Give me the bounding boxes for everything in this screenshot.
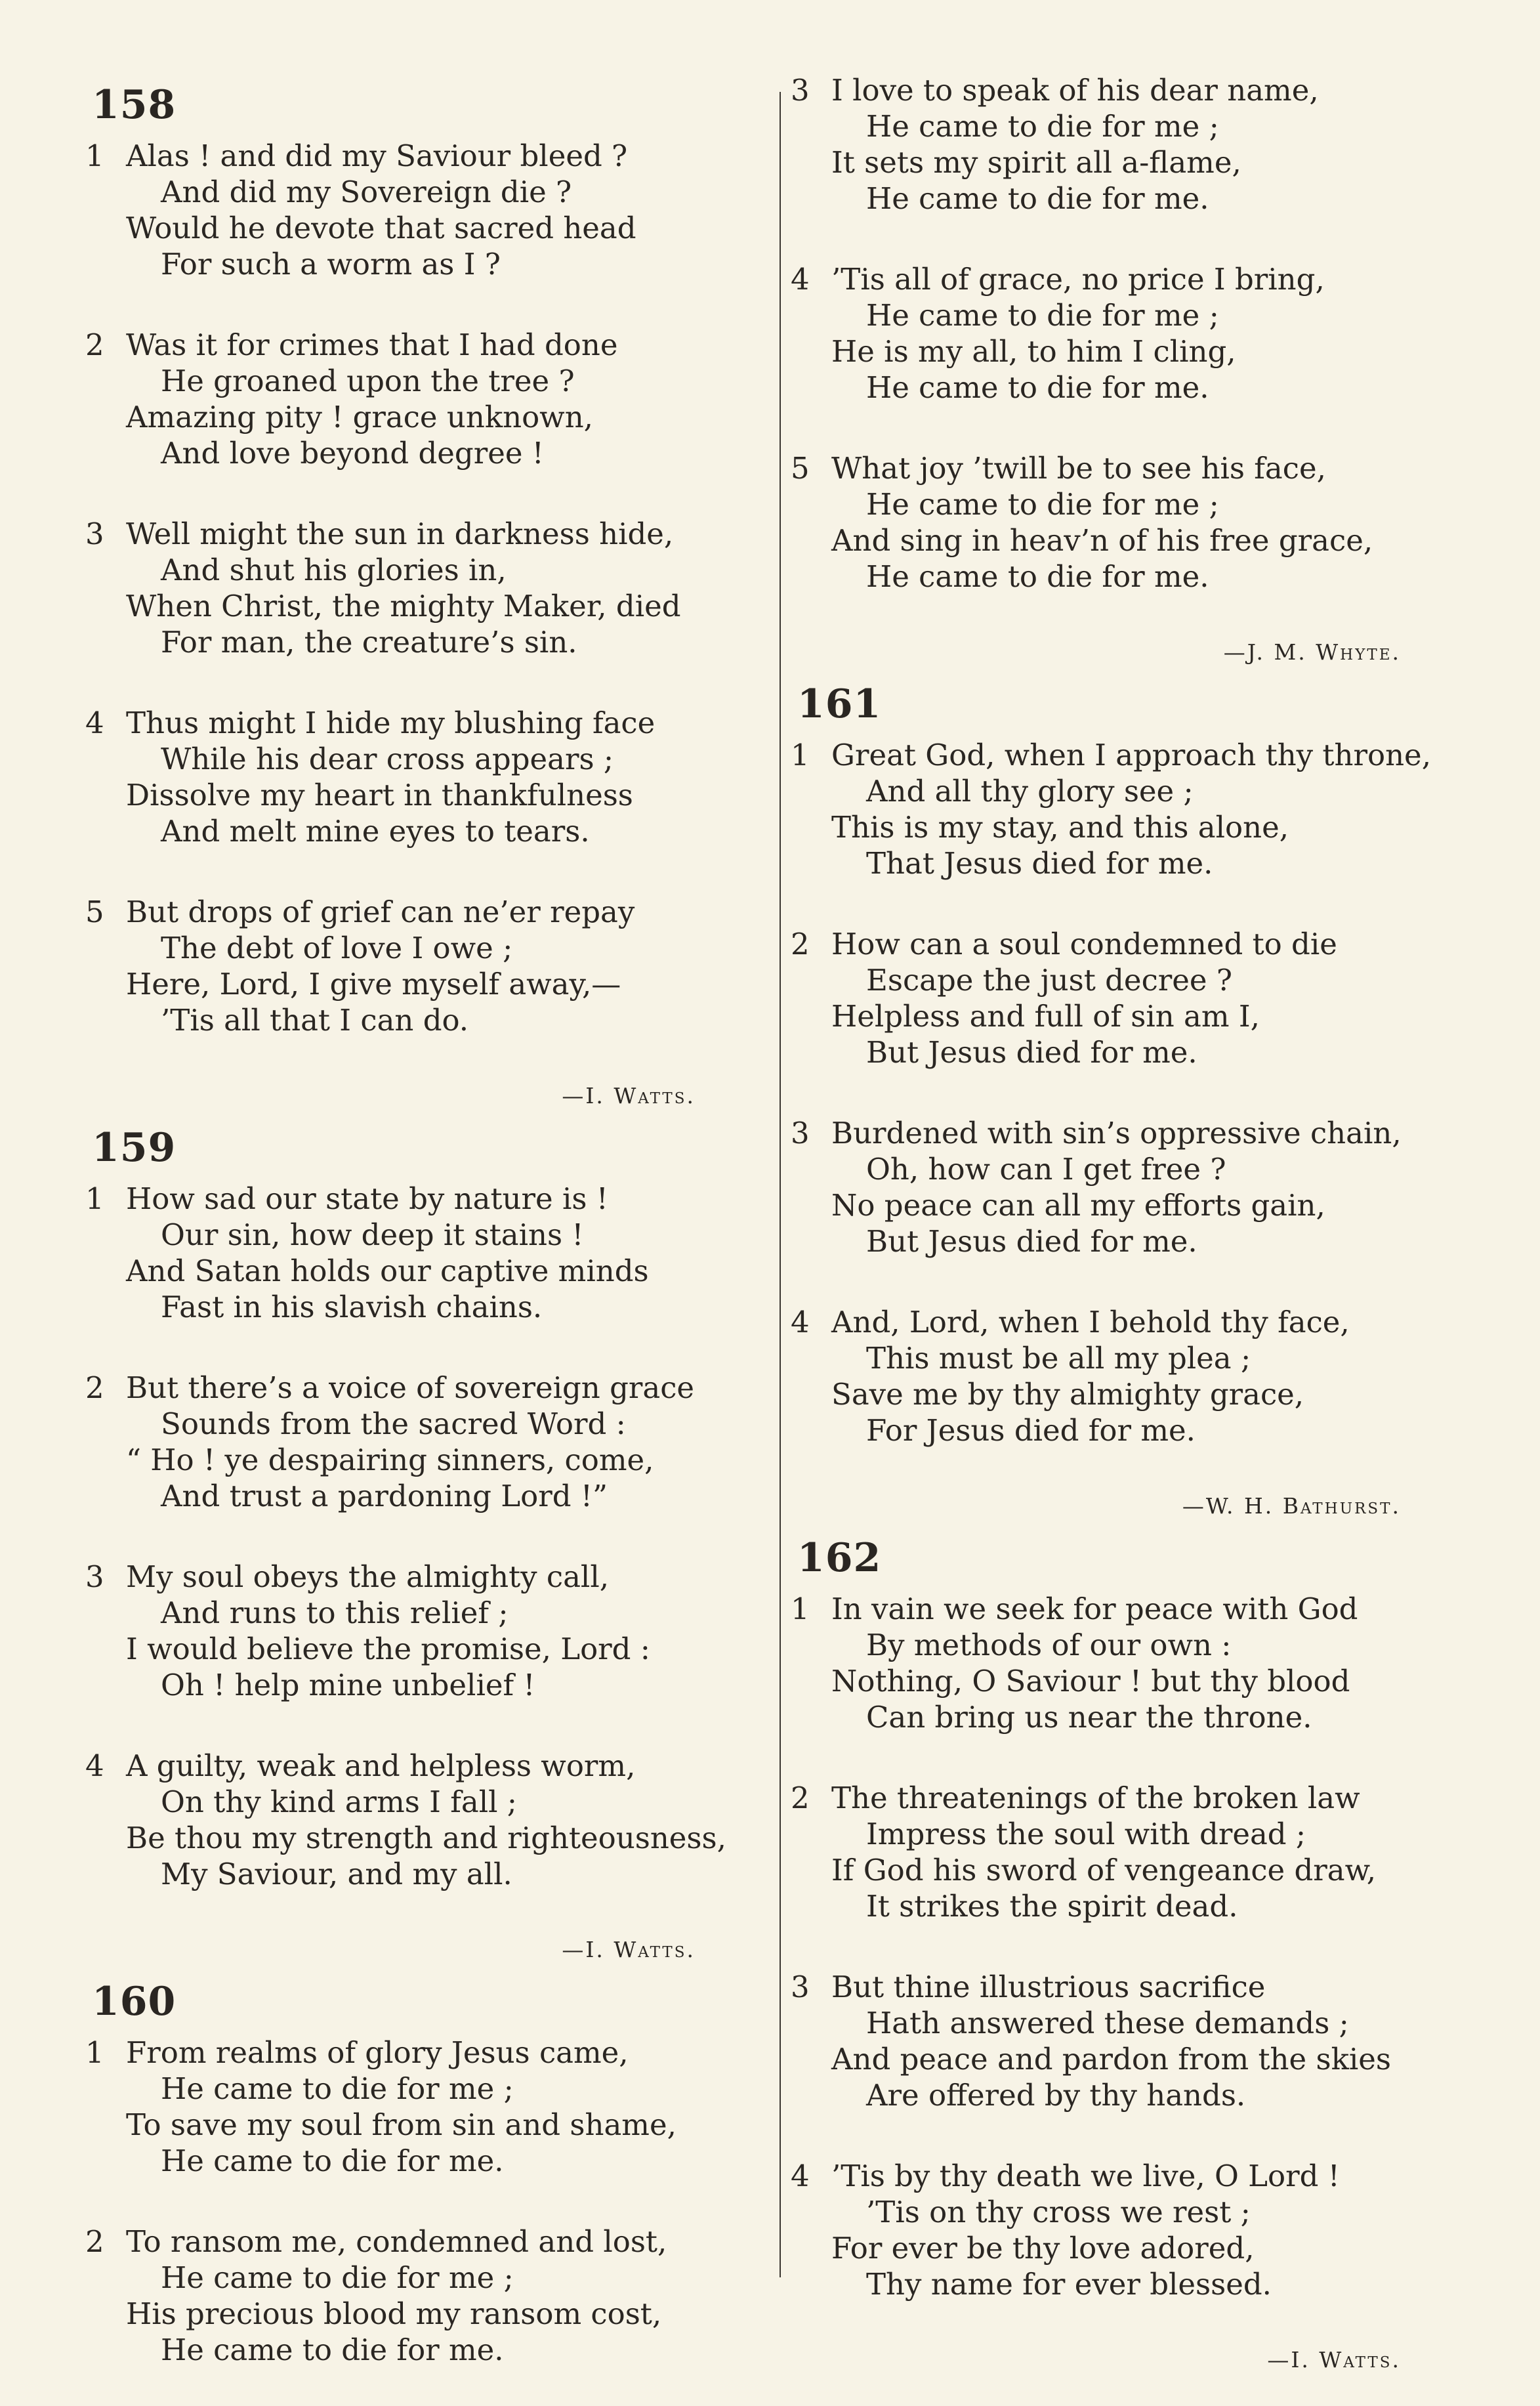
hymn-author: —I. Watts. xyxy=(562,1937,696,1962)
verse-number: 4 xyxy=(85,1748,104,1783)
verse-line: While his dear cross appears ; xyxy=(161,742,614,776)
hymn-author: —J. M. Whyte. xyxy=(1223,639,1401,665)
verse-line: Are offered by thy hands. xyxy=(866,2078,1246,2113)
verse-line: The debt of love I owe ; xyxy=(161,931,513,965)
verse-number: 2 xyxy=(85,2224,104,2259)
hymn-number: 160 xyxy=(92,1979,177,2025)
stanza xyxy=(791,1780,1453,1924)
verse-number: 1 xyxy=(791,1592,810,1626)
verse-line: Oh ! help mine unbelief ! xyxy=(161,1668,535,1702)
verse-line: Well might the sun in darkness hide, xyxy=(126,517,674,551)
verse-line: And runs to this relief ; xyxy=(161,1595,509,1630)
verse-line: If God his sword of vengeance draw, xyxy=(831,1853,1377,1888)
verse-line: He came to die for me ; xyxy=(866,487,1219,522)
verse-line: Would he devote that sacred head xyxy=(126,211,636,245)
hymn-number: 158 xyxy=(92,82,177,128)
verse-number: 2 xyxy=(791,927,810,961)
verse-line: How sad our state by nature is ! xyxy=(126,1181,608,1216)
verse-line: Nothing, O Saviour ! but thy blood xyxy=(831,1664,1350,1699)
verse-line: He came to die for me ; xyxy=(161,2071,514,2106)
verse-line: And, Lord, when I behold thy face, xyxy=(831,1305,1350,1340)
hymn-number: 159 xyxy=(92,1125,177,1171)
verse-number: 3 xyxy=(85,517,104,551)
hymn-162 xyxy=(791,1535,1453,2373)
verse-line: Impress the soul with dread ; xyxy=(866,1817,1306,1851)
verse-number: 2 xyxy=(85,327,104,362)
verse-line: He came to die for me. xyxy=(866,559,1209,594)
stanza xyxy=(791,1969,1453,2113)
verse-line: A guilty, weak and helpless worm, xyxy=(126,1748,636,1783)
stanza xyxy=(791,1591,1453,1735)
verse-line: For such a worm as I ? xyxy=(161,247,501,282)
verse-line: He came to die for me. xyxy=(866,181,1209,216)
verse-line: Burdened with sin’s oppressive chain, xyxy=(831,1116,1402,1150)
verse-line: Hath answered these demands ; xyxy=(866,2006,1349,2040)
verse-line: But Jesus died for me. xyxy=(866,1224,1197,1259)
verse-line: What joy ’twill be to see his face, xyxy=(831,451,1326,486)
verse-line: From realms of glory Jesus came, xyxy=(126,2035,629,2070)
verse-line: Amazing pity ! grace unknown, xyxy=(126,400,593,434)
verse-number: 5 xyxy=(791,451,810,486)
verse-line: Helpless and full of sin am I, xyxy=(831,999,1260,1034)
verse-line: And sing in heav’n of his free grace, xyxy=(831,523,1373,558)
verse-number: 2 xyxy=(791,1781,810,1815)
verse-number: 4 xyxy=(791,262,810,297)
hymn-160-continued xyxy=(791,72,1453,665)
verse-line: It strikes the spirit dead. xyxy=(866,1889,1238,1924)
verse-line: And melt mine eyes to tears. xyxy=(161,814,590,849)
stanza xyxy=(791,737,1453,881)
stanza xyxy=(791,1304,1453,1448)
stanza xyxy=(85,327,748,471)
right-column xyxy=(791,72,1453,2392)
verse-line: He came to die for me ; xyxy=(866,109,1219,144)
verse-line: But Jesus died for me. xyxy=(866,1035,1197,1070)
verse-line: ’Tis all of grace, no price I bring, xyxy=(831,262,1325,297)
verse-line: For ever be thy love adored, xyxy=(831,2231,1255,2266)
verse-line: This is my stay, and this alone, xyxy=(831,810,1289,845)
stanza xyxy=(85,1181,748,1325)
verse-line: Be thou my strength and righteousness, xyxy=(126,1821,726,1855)
verse-line: But drops of grief can ne’er repay xyxy=(126,895,635,929)
verse-line: And did my Sovereign die ? xyxy=(161,175,572,209)
hymn-author: —W. H. Bathurst. xyxy=(1182,1493,1401,1519)
verse-line: Here, Lord, I give myself away,— xyxy=(126,967,621,1002)
stanza xyxy=(85,516,748,660)
column-divider xyxy=(780,92,781,2277)
verse-line: And trust a pardoning Lord !” xyxy=(161,1479,608,1513)
verse-line: Dissolve my heart in thankfulness xyxy=(126,778,633,813)
stanza xyxy=(791,926,1453,1070)
verse-line: Sounds from the sacred Word : xyxy=(161,1406,626,1441)
verse-line: And shut his glories in, xyxy=(161,553,507,587)
verse-line: When Christ, the mighty Maker, died xyxy=(126,589,681,623)
verse-line: And Satan holds our captive minds xyxy=(126,1254,649,1288)
verse-line: How can a soul condemned to die xyxy=(831,927,1337,961)
verse-number: 2 xyxy=(85,1370,104,1405)
verse-line: He came to die for me ; xyxy=(161,2260,514,2295)
stanza xyxy=(791,72,1453,217)
verse-line: I love to speak of his dear name, xyxy=(831,73,1319,108)
verse-line: He came to die for me. xyxy=(161,2332,504,2367)
verse-number: 5 xyxy=(85,895,104,929)
verse-line: For man, the creature’s sin. xyxy=(161,625,577,660)
verse-line: My Saviour, and my all. xyxy=(161,1857,512,1891)
stanza xyxy=(85,705,748,849)
verse-number: 1 xyxy=(85,1181,104,1216)
verse-line: “ Ho ! ye despairing sinners, come, xyxy=(126,1443,654,1477)
stanza xyxy=(85,1748,748,1892)
verse-line: Our sin, how deep it stains ! xyxy=(161,1217,584,1252)
verse-number: 4 xyxy=(791,2159,810,2193)
verse-line: But there’s a voice of sovereign grace xyxy=(126,1370,695,1405)
verse-line: And peace and pardon from the skies xyxy=(831,2042,1391,2077)
stanza xyxy=(791,2158,1453,2302)
verse-line: Fast in his slavish chains. xyxy=(161,1290,543,1324)
verse-line: Escape the just decree ? xyxy=(866,963,1232,998)
hymn-author: —I. Watts. xyxy=(562,1083,696,1108)
verse-line: ’Tis all that I can do. xyxy=(161,1003,469,1038)
verse-line: Thy name for ever blessed. xyxy=(866,2267,1272,2302)
verse-line: Save me by thy almighty grace, xyxy=(831,1377,1304,1412)
stanza xyxy=(791,450,1453,595)
verse-line: That Jesus died for me. xyxy=(866,846,1213,881)
verse-line: This must be all my plea ; xyxy=(866,1341,1251,1376)
verse-number: 4 xyxy=(791,1305,810,1340)
verse-number: 1 xyxy=(85,138,104,173)
verse-line: He came to die for me. xyxy=(866,370,1209,405)
verse-line: ’Tis on thy cross we rest ; xyxy=(866,2195,1251,2229)
verse-line: Was it for crimes that I had done xyxy=(126,327,618,362)
verse-number: 3 xyxy=(791,1116,810,1150)
hymn-number: 162 xyxy=(797,1535,882,1581)
stanza xyxy=(85,2035,748,2179)
hymn-158 xyxy=(85,82,748,1108)
verse-number: 4 xyxy=(85,706,104,740)
stanza xyxy=(791,261,1453,406)
verse-line: No peace can all my efforts gain, xyxy=(831,1188,1325,1223)
stanza xyxy=(85,1370,748,1514)
stanza xyxy=(85,2224,748,2368)
verse-number: 3 xyxy=(791,73,810,108)
verse-line: Thus might I hide my blushing face xyxy=(126,706,656,740)
verse-line: To ransom me, condemned and lost, xyxy=(126,2224,667,2259)
hymn-160 xyxy=(85,1979,748,2368)
stanza xyxy=(791,1115,1453,1259)
stanza xyxy=(85,138,748,282)
verse-line: He groaned upon the tree ? xyxy=(161,364,575,398)
verse-number: 1 xyxy=(791,738,810,772)
verse-line: And all thy glory see ; xyxy=(866,774,1194,809)
verse-line: My soul obeys the almighty call, xyxy=(126,1559,610,1594)
verse-line: He came to die for me. xyxy=(161,2143,504,2178)
stanza xyxy=(85,894,748,1038)
verse-line: By methods of our own : xyxy=(866,1628,1232,1662)
verse-line: The threatenings of the broken law xyxy=(831,1781,1360,1815)
verse-number: 3 xyxy=(791,1970,810,2004)
verse-line: Oh, how can I get free ? xyxy=(866,1152,1226,1187)
verse-line: ’Tis by thy death we live, O Lord ! xyxy=(831,2159,1340,2193)
hymn-161 xyxy=(791,681,1453,1519)
verse-line: Can bring us near the throne. xyxy=(866,1700,1312,1735)
left-column xyxy=(85,72,748,2388)
verse-line: On thy kind arms I fall ; xyxy=(161,1784,517,1819)
verse-line: Great God, when I approach thy throne, xyxy=(831,738,1431,772)
verse-line: I would believe the promise, Lord : xyxy=(126,1632,650,1666)
verse-line: And love beyond degree ! xyxy=(161,436,544,471)
hymn-number: 161 xyxy=(797,681,882,727)
verse-line: He is my all, to him I cling, xyxy=(831,334,1236,369)
verse-line: He came to die for me ; xyxy=(866,298,1219,333)
verse-line: Alas ! and did my Saviour bleed ? xyxy=(126,138,628,173)
verse-line: His precious blood my ransom cost, xyxy=(126,2296,662,2331)
verse-number: 3 xyxy=(85,1559,104,1594)
verse-number: 1 xyxy=(85,2035,104,2070)
verse-line: It sets my spirit all a-flame, xyxy=(831,145,1241,180)
verse-line: In vain we seek for peace with God xyxy=(831,1592,1358,1626)
verse-line: But thine illustrious sacrifice xyxy=(831,1970,1266,2004)
verse-line: For Jesus died for me. xyxy=(866,1413,1196,1448)
verse-line: To save my soul from sin and shame, xyxy=(126,2107,676,2142)
stanza xyxy=(85,1559,748,1703)
hymn-author: —I. Watts. xyxy=(1267,2347,1401,2373)
hymn-159 xyxy=(85,1125,748,1962)
